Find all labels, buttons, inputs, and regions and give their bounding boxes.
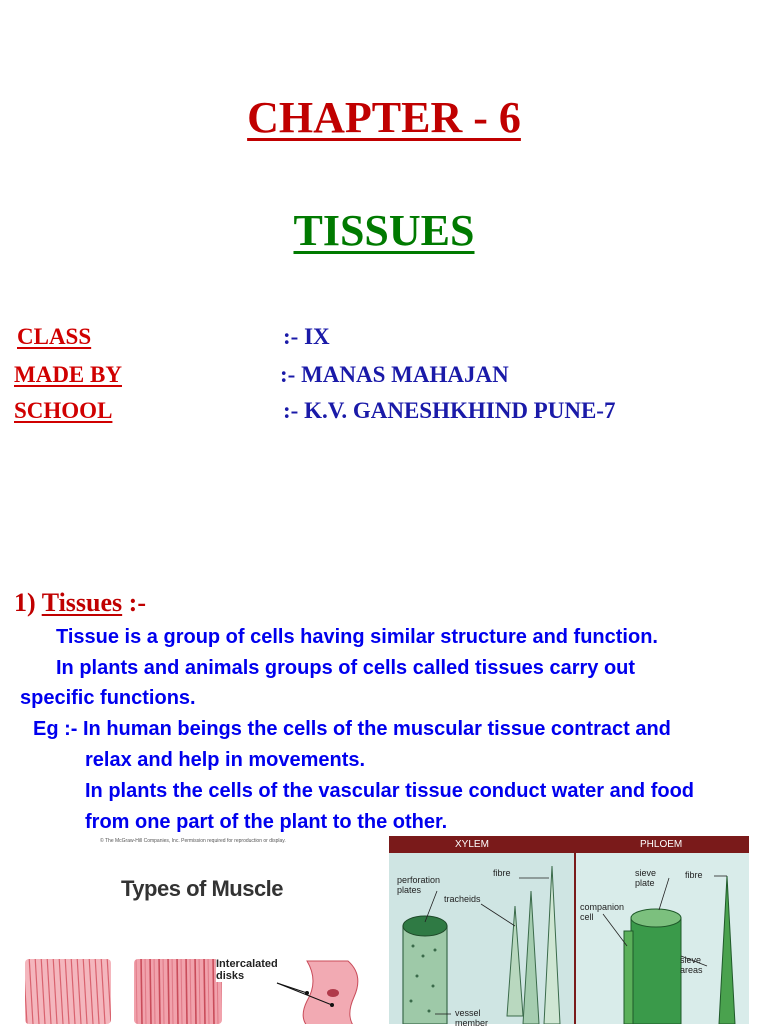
muscle-figure-title: Types of Muscle (121, 876, 284, 901)
section-heading (14, 588, 146, 618)
xylem-label: XYLEM (455, 839, 489, 850)
xylem-fibre-label: fibre (493, 868, 511, 878)
para-line: In plants and animals groups of cells called tissues carry out (56, 657, 636, 679)
section-number: 1) (14, 588, 36, 617)
para-line: from one part of the plant to the other. (85, 811, 448, 833)
para-line: specific functions. (20, 687, 196, 709)
meta-class-row (0, 324, 768, 354)
companion-cell-label: companion cell (580, 902, 625, 922)
section-heading-text: Tissues (41, 588, 123, 617)
phloem-label: PHLOEM (640, 839, 683, 850)
intercalated-label: Intercalated disks (216, 958, 282, 982)
class-value: :- IX (283, 324, 330, 349)
para-line: relax and help in movements. (85, 749, 366, 771)
para-line: Tissue is a group of cells having similar structure and function. (56, 626, 658, 648)
xylem-phloem-image (389, 836, 749, 1024)
topic-title: TISSUES (293, 206, 475, 255)
sieve-plate-label: sieve plate (635, 868, 657, 888)
madeby-label: MADE BY (14, 362, 122, 387)
meta-madeby-row (0, 362, 768, 392)
para-line: Eg :- In human beings the cells of the muscular tissue contract and (33, 718, 671, 740)
phloem-fibre-label: fibre (685, 870, 703, 880)
figure-copyright: © The McGraw-Hill Companies, Inc. Permission required for reproduction or display. (100, 838, 286, 844)
tracheids-label: tracheids (444, 894, 481, 904)
perforation-plates-label: perforation plates (397, 875, 441, 895)
vessel-member-label: vessel member (455, 1008, 489, 1028)
muscle-types-image (22, 955, 372, 1024)
sieve-areas-label: sieve areas (680, 955, 703, 975)
class-label: CLASS (17, 324, 92, 349)
school-label: SCHOOL (14, 398, 113, 423)
school-value: :- K.V. GANESHKHIND PUNE-7 (283, 398, 616, 423)
meta-school-row (0, 398, 768, 428)
chapter-title: CHAPTER - 6 (247, 93, 521, 142)
para-line: In plants the cells of the vascular tissue conduct water and food (85, 780, 695, 802)
section-suffix: :- (128, 588, 146, 617)
madeby-value: :- MANAS MAHAJAN (280, 362, 509, 387)
